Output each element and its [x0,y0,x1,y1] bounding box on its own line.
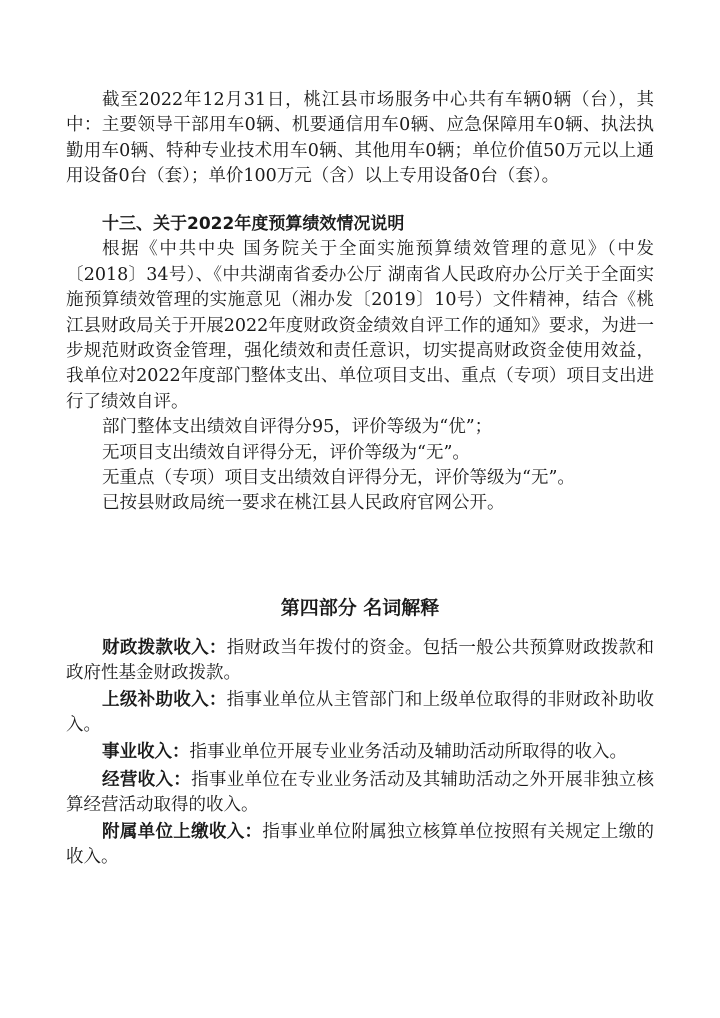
glossary-term: 财政拨款收入： [102,638,227,658]
vehicle-section [66,88,654,190]
glossary-term: 事业收入： [102,742,190,763]
section-heading: 十三、关于2022年度预算绩效情况说明 [102,214,405,234]
performance-paragraph: 根据《中共中央 国务院关于全面实施预算绩效管理的意见》（中发〔2018〕34号）、《中共湖南省委办公厅 湖南省人民政府办公厅关于全面实施预算绩效管理的实施意见（湘办发〔2019〕10号）文件精神，结合《桃江县财政局关于开展2022年度财政资金绩效自评工作的通知》要求，为进一步规范财政资金管理，强化绩效和责任意识，切实提高财政资金使用效益，我单位对2022年度部门整体支出、单位项目支出、重点（专项）项目支出进行了绩效自评。 [66,239,654,412]
glossary-definition: 指事业单位从主管部门和上级单位取得的非财政补助收入。 [66,690,655,736]
glossary-item [66,740,654,765]
glossary-item [66,820,654,870]
performance-section [66,212,654,517]
score-line: 部门整体支出绩效自评得分95，评价等级为“优”； [102,417,493,438]
glossary-definition: 指事业单位附属独立核算单位按照有关规定上缴的收入。 [66,821,655,867]
glossary-definition: 指事业单位在专业业务活动及其辅助活动之外开展非独立核算经营活动取得的收入。 [66,769,655,815]
glossary-item [66,768,654,818]
glossary-term: 附属单位上缴收入： [102,821,263,842]
glossary-item [66,636,654,686]
vehicle-paragraph: 截至2022年12月31日，桃江县市场服务中心共有车辆0辆（台），其中：主要领导干部用车0辆、机要通信用车0辆、应急保障用车0辆、执法执勤用车0辆、特种专业技术用车0辆、其他用车0辆；单位价值50万元以上通用设备0台（套）；单价100万元（含）以上专用设备0台（套）。 [66,90,654,187]
glossary-term: 经营收入： [102,769,192,790]
publish-line: 已按县财政局统一要求在桃江县人民政府官网公开。 [102,493,505,514]
score-line: 无重点（专项）项目支出绩效自评得分无，评价等级为“无”。 [102,468,575,489]
glossary-definition: 指财政当年拨付的资金。包括一般公共预算财政拨款和政府性基金财政拨款。 [66,638,655,683]
glossary-definition: 指事业单位开展专业业务活动及辅助活动所取得的收入。 [189,742,627,763]
glossary-item [66,688,654,738]
glossary-term: 上级补助收入： [102,690,227,711]
part-title: 第四部分 名词解释 [280,597,440,619]
glossary [66,636,654,872]
score-line: 无项目支出绩效自评得分无，评价等级为“无”。 [102,442,470,463]
